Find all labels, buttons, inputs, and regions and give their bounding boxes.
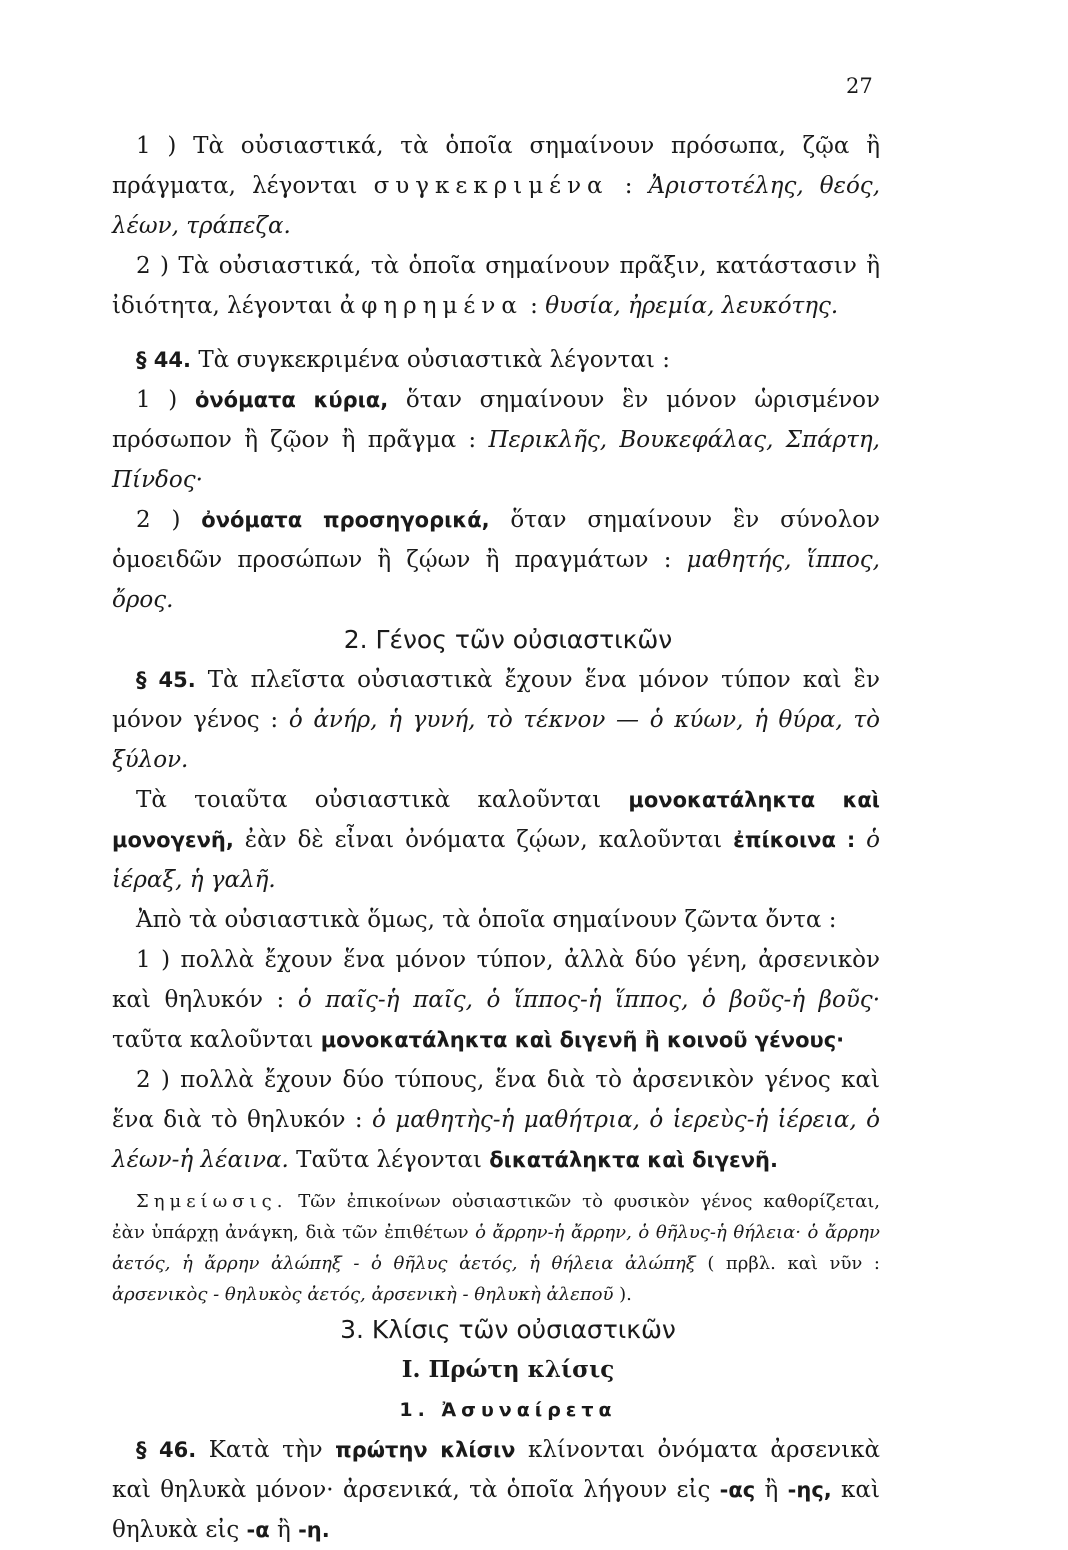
page-number: 27 (846, 74, 873, 98)
text-run: : (608, 173, 649, 199)
examples: ὁ ἀνήρ, ἡ γυνή, τὸ τέκνον — ὁ κύων, ἡ θύρα, τὸ ξύλον. (112, 707, 880, 773)
text-run: ). (613, 1284, 632, 1305)
text-run: 1 ) (136, 387, 195, 413)
text-run: Ταῦτα λέγονται (288, 1147, 490, 1173)
text-run: ὅταν σημαίνουν ἓν μόνον ὡρισμένον πρόσωπον ἢ ζῷον ἢ πρᾶγμα : (112, 387, 881, 453)
term-spaced: συγκεκριμένα (373, 173, 609, 199)
examples: θυσία, ἠρεμία, λευκότης. (545, 293, 839, 319)
ending-bold: -ας (719, 1478, 756, 1502)
section-44-item-1 (112, 380, 880, 500)
heading-gender: 2. Γένος τῶν οὐσιαστικῶν (343, 625, 673, 654)
section-45-para-3: Ἀπὸ τὰ οὐσιαστικὰ ὅμως, τὰ ὁποῖα σημαίνουν ζῶντα ὄντα : (136, 907, 837, 933)
ending-bold: -η. (298, 1518, 330, 1542)
term-spaced: ἀφηρημένα (339, 293, 523, 319)
text-run: ταῦτα καλοῦνται (112, 1027, 321, 1053)
section-number: § 45. (136, 668, 196, 692)
text-run: Τὰ πλεῖστα οὐσιαστικὰ ἔχουν ἕνα μόνον τύπον καὶ ἓν μόνον γένος : (112, 667, 880, 733)
text-run: 1 ) πολλὰ ἔχουν ἕνα μόνον τύπον, ἀλλὰ δύο γένη, ἀρσενικὸν καὶ θηλυκόν : (112, 947, 880, 1013)
text-run: ἐὰν δὲ εἶναι ὀνόματα ζῴων, καλοῦνται (233, 827, 734, 853)
section-number: § 46. (136, 1438, 197, 1462)
term-bold: μονοκατάληκτα καὶ μονογενῆ, (112, 788, 880, 852)
text-run: 2 ) πολλὰ ἔχουν δύο τύπους, ἕνα διὰ τὸ ἀρσενικὸν γένος καὶ ἕνα διὰ τὸ θηλυκόν : (112, 1067, 880, 1133)
note-paragraph (112, 1186, 880, 1310)
heading-declension: 3. Κλίσις τῶν οὐσιαστικῶν (340, 1315, 676, 1344)
text-run: Τὰ συγκεκριμένα οὐσιαστικὰ λέγονται : (191, 347, 670, 373)
term-bold: ὀνόματα κύρια, (194, 388, 389, 412)
section-46 (112, 1430, 880, 1550)
examples: μαθητής, ἵππος, ὄρος. (112, 547, 880, 613)
text-run: Κατὰ τὴν (196, 1437, 336, 1463)
section-44 (112, 340, 880, 380)
text-run: 1 ) Τὰ οὐσιαστικά, τὰ ὁποῖα σημαίνουν πρόσωπα, ζῷα ἢ πράγματα, λέγονται (112, 133, 880, 199)
text-run: κλίνονται ὀνόματα ἀρσενικὰ καὶ θηλυκὰ μόνον· ἀρσενικά, τὰ ὁποῖα λήγουν εἰς (112, 1437, 880, 1503)
heading-uncontracted: 1. Ἀσυναίρετα (399, 1399, 617, 1421)
term-bold: μονοκατάληκτα καὶ διγενῆ ἢ κοινοῦ γένους· (320, 1028, 845, 1052)
section-45-para-2 (112, 780, 880, 900)
text-run: Τῶν ἐπικοίνων οὐσιαστικῶν τὸ φυσικὸν γένος καθορίζεται, ἐὰν ὑπάρχῃ ἀνάγκη, διὰ τῶν ἐπιθέτων (112, 1191, 880, 1243)
examples: ὁ ἄρρην-ἡ ἄρρην, ὁ θῆλυς-ἡ θήλεια· ὁ ἄρρην ἀετός, ἡ ἄρρην ἀλώπηξ - ὁ θῆλυς ἀετός, ἡ θήλεια ἀλώπηξ (112, 1222, 880, 1274)
section-45-item-1 (112, 940, 880, 1060)
examples: ὁ μαθητὴς-ἡ μαθήτρια, ὁ ἱερεὺς-ἡ ἱέρεια, ὁ λέων-ἡ λέαινα. (112, 1107, 880, 1173)
examples: Ἀριστοτέλης, θεός, λέων, τράπεζα. (112, 173, 881, 239)
text-run: 2 ) Τὰ οὐσιαστικά, τὰ ὁποῖα σημαίνουν πρᾶξιν, κατάστασιν ἢ ἰδιότητα, λέγονται (112, 253, 880, 319)
examples: ὁ παῖς-ἡ παῖς, ὁ ἵππος-ἡ ἵππος, ὁ βοῦς-ἡ βοῦς· (297, 987, 880, 1013)
text-run: ὅταν σημαίνουν ἓν σύνολον ὁμοειδῶν προσώπων ἢ ζῴων ἢ πραγμάτων : (112, 507, 881, 573)
ending-bold: -α (246, 1518, 270, 1542)
term-bold: ὀνόματα προσηγορικά, (201, 508, 490, 532)
section-number: § 44. (136, 348, 192, 372)
text-run: καὶ θηλυκὰ εἰς (112, 1477, 880, 1543)
paragraph-concrete-nouns (112, 126, 880, 246)
text-run: : (522, 293, 546, 319)
examples: ἀρσενικὸς - θηλυκὸς ἀετός, ἀρσενικὴ - θηλυκὴ ἀλεποῦ (112, 1284, 614, 1305)
text-run: ( πρβλ. καὶ νῦν : (695, 1253, 880, 1274)
text-run: ἢ (755, 1477, 788, 1503)
body-text (112, 126, 880, 1550)
section-45-item-2 (112, 1060, 880, 1180)
section-45 (112, 660, 880, 780)
text-run: ἢ (269, 1517, 299, 1543)
text-run: Τὰ τοιαῦτα οὐσιαστικὰ καλοῦνται (136, 787, 629, 813)
text-run: 2 ) (136, 507, 202, 533)
term-bold: ἐπίκοινα : (733, 828, 856, 852)
ending-bold: -ης, (787, 1478, 832, 1502)
examples: Περικλῆς, Βουκεφάλας, Σπάρτη, Πίνδος· (112, 427, 880, 493)
paragraph-abstract-nouns (112, 246, 880, 326)
note-label: Σημείωσις. (136, 1191, 288, 1212)
examples: ὁ ἱέραξ, ἡ γαλῆ. (112, 827, 880, 893)
heading-first-declension: Ι. Πρώτη κλίσις (401, 1356, 615, 1383)
section-44-item-2 (112, 500, 880, 620)
term-bold: δικατάληκτα καὶ διγενῆ. (489, 1148, 778, 1172)
term-bold: πρώτην κλίσιν (335, 1438, 516, 1462)
